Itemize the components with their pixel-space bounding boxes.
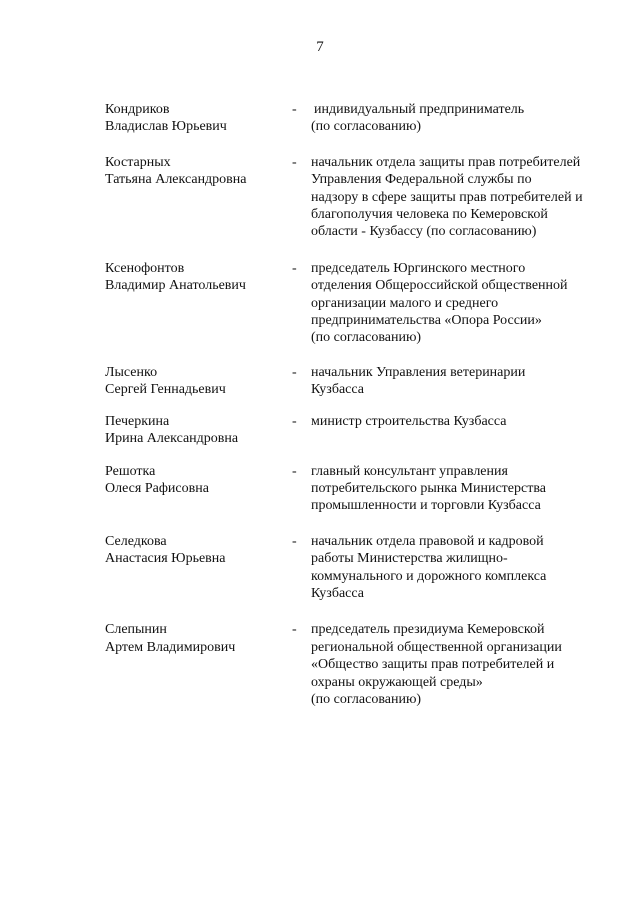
member-surname: Решотка [105, 463, 156, 479]
position-line: «Общество защиты прав потребителей и [311, 657, 555, 673]
member-entry [105, 413, 615, 448]
position-line: начальник Управления ветеринарии [311, 364, 526, 380]
position-line: индивидуальный предприниматель [314, 102, 525, 117]
position-line: министр строительства Кузбасса [311, 413, 507, 429]
position-line: работы Министерства жилищно- [311, 551, 508, 567]
position-line: надзору в сфере защиты прав потребителей и [311, 189, 583, 205]
position-line: коммунального и дорожного комплекса [311, 568, 547, 584]
dash-separator: - [292, 102, 297, 117]
member-surname: Лысенко [105, 364, 158, 380]
member-name [105, 463, 292, 515]
member-entry [105, 154, 615, 241]
member-surname: Слепынин [105, 622, 167, 638]
position-line: (по согласованию) [311, 119, 422, 135]
member-surname: Ксенофонтов [105, 260, 185, 276]
position-line: председатель президиума Кемеровской [311, 622, 545, 638]
position-line: начальник отдела правовой и кадровой [311, 533, 544, 549]
position-line: (по согласованию) [311, 691, 422, 707]
position-line: начальник отдела защиты прав потребителей [311, 154, 581, 170]
member-given-names: Сергей Геннадьевич [105, 382, 226, 398]
dash-separator: - [292, 154, 297, 170]
member-position [311, 364, 611, 399]
member-position [311, 154, 611, 241]
page-number: 7 [316, 39, 324, 55]
member-position [311, 413, 611, 448]
member-surname: Селедкова [105, 533, 167, 549]
position-line: организации малого и среднего [311, 295, 499, 311]
member-name [105, 154, 292, 241]
position-line: Кузбасса [311, 382, 364, 398]
member-name [105, 101, 292, 136]
dash-separator: - [292, 413, 297, 429]
dash-separator: - [292, 622, 297, 638]
position-line: Управления Федеральной службы по [311, 172, 532, 188]
member-entry [105, 260, 615, 347]
member-position [311, 463, 611, 515]
member-entry [105, 364, 615, 399]
dash-separator: - [292, 463, 297, 479]
dash-separator: - [292, 533, 297, 549]
member-position [311, 533, 611, 603]
member-entry [105, 101, 615, 136]
member-position [311, 621, 611, 708]
member-entry [105, 621, 615, 708]
dash-separator: - [292, 260, 297, 276]
member-given-names: Ирина Александровна [105, 431, 239, 447]
position-line: главный консультант управления [311, 463, 508, 479]
position-line: благополучия человека по Кемеровской [311, 207, 548, 223]
member-given-names: Олеся Рафисовна [105, 480, 209, 496]
position-line: Кузбасса [311, 585, 364, 601]
position-line: региональной общественной организации [311, 639, 562, 655]
position-line: области - Кузбассу (по согласованию) [311, 224, 537, 240]
member-position [311, 101, 611, 136]
position-line: предпринимательства «Опора России» [311, 313, 542, 329]
position-line: председатель Юргинского местного [311, 260, 526, 276]
member-given-names: Артем Владимирович [105, 639, 236, 655]
member-surname: Костарных [105, 154, 171, 170]
position-line: охраны окружающей среды» [311, 674, 483, 690]
position-line: (по согласованию) [311, 330, 422, 346]
member-given-names: Татьяна Александровна [105, 172, 247, 188]
member-given-names: Владислав Юрьевич [105, 119, 227, 135]
commission-members-list [105, 101, 615, 708]
member-name [105, 413, 292, 448]
member-surname: Печеркина [105, 413, 170, 429]
member-entry [105, 533, 615, 603]
member-name [105, 621, 292, 708]
position-line: отделения Общероссийской общественной [311, 278, 568, 294]
member-position [311, 260, 611, 347]
member-given-names: Анастасия Юрьевна [105, 551, 226, 567]
member-given-names: Владимир Анатольевич [105, 278, 246, 294]
member-name [105, 260, 292, 347]
member-surname: Кондриков [105, 102, 170, 117]
member-entry [105, 463, 615, 515]
member-name [105, 533, 292, 603]
member-name [105, 364, 292, 399]
dash-separator: - [292, 364, 297, 380]
position-line: промышленности и торговли Кузбасса [311, 498, 541, 514]
position-line: потребительского рынка Министерства [311, 480, 546, 496]
